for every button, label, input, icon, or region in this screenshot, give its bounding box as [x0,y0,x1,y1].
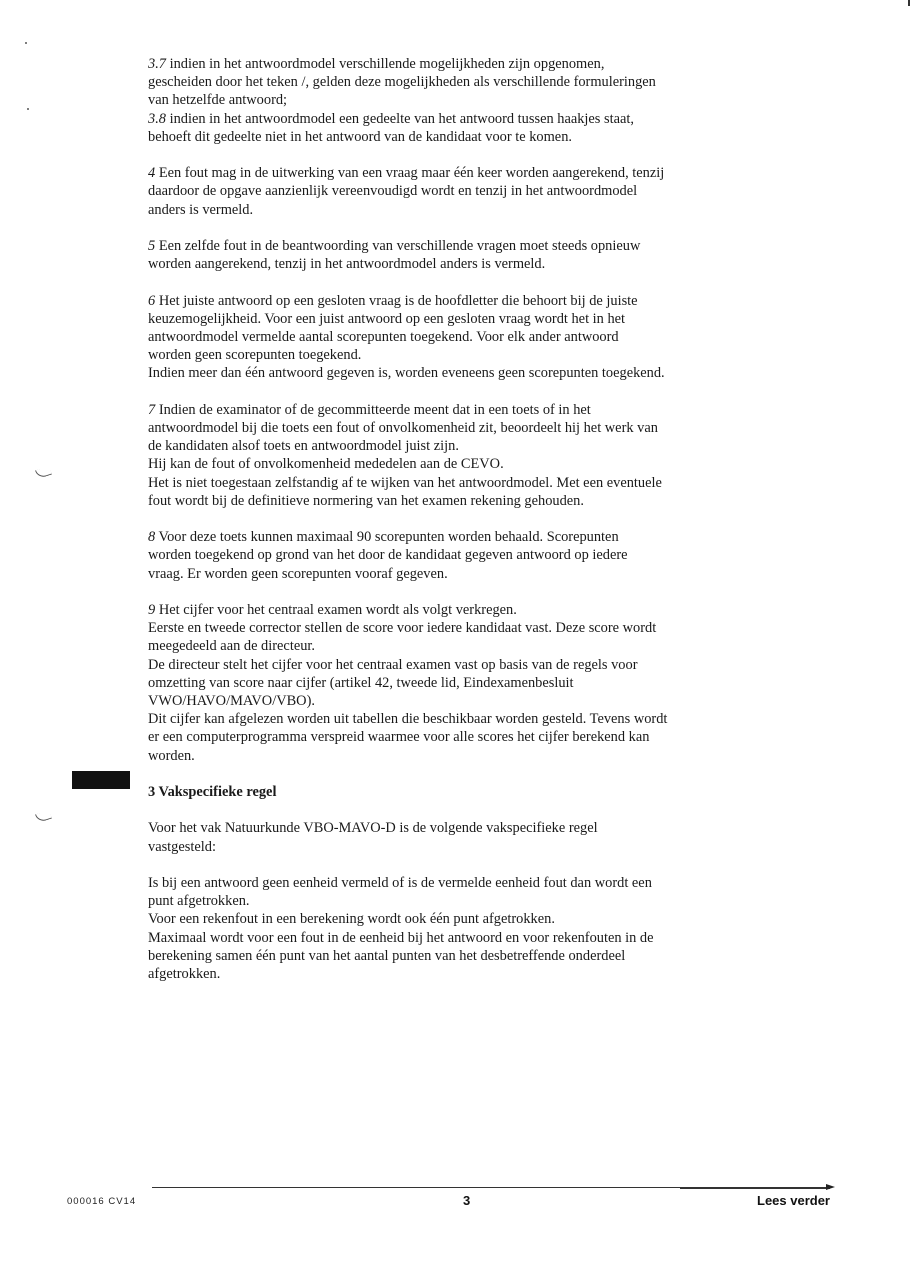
rule-line [148,528,763,546]
rule-line: van hetzelfde antwoord; [148,92,288,109]
rule-4 [148,164,763,219]
rule-7 [148,401,763,510]
rule-5 [148,237,763,273]
rule-line: vraag. Er worden geen scorepunten vooraf gegeven. [148,565,448,582]
rule-line: worden geen scorepunten toegekend. [148,347,362,364]
scan-mark [35,466,52,479]
body-line: Voor een rekenfout in een berekening wordt ook één punt afgetrokken. [148,911,555,928]
arrow-right-icon [826,1184,835,1190]
rule-line: worden toegekend op grond van het door de kandidaat gegeven antwoord op iedere [148,547,628,564]
rule-line: daardoor de opgave aanzienlijk vereenvoudigd wordt en tenzij in het antwoordmodel [148,183,638,200]
body-line: afgetrokken. [148,966,221,983]
section-marker-block [72,771,130,789]
rule-number: 3.7 [148,56,166,72]
rule-line: meegedeeld aan de directeur. [148,638,315,655]
rule-8 [148,528,763,583]
section-intro [148,819,763,855]
rule-line: er een computerprogramma verspreid waarmee voor alle scores het cijfer berekend kan [148,729,650,746]
rule-line: Eerste en tweede corrector stellen de score voor iedere kandidaat vast. Deze score wordt [148,620,657,637]
rule-line [148,164,763,182]
intro-line: Voor het vak Natuurkunde VBO-MAVO-D is de volgende vakspecifieke regel [148,820,598,837]
rule-text: indien in het antwoordmodel verschillende mogelijkheden zijn opgenomen, [169,56,605,72]
rule-line [148,55,763,73]
section-body [148,874,763,983]
footer-code: 000016 CV14 [67,1196,137,1207]
intro-line: vastgesteld: [148,838,216,855]
scan-speck [25,42,27,44]
body-line: Is bij een antwoord geen eenheid vermeld of is de vermelde eenheid fout dan wordt een [148,875,652,891]
rule-text: Het juiste antwoord op een gesloten vraag is de hoofdletter die behoort bij de juiste [158,292,638,309]
rule-line: anders is vermeld. [148,201,254,218]
rule-line [148,292,763,310]
document-body [148,55,763,1001]
rule-line: antwoordmodel bij die toets een fout of onvolkomenheid zit, beoordeelt hij het werk van [148,420,658,436]
rule-line: Het is niet toegestaan zelfstandig af te wijken van het antwoordmodel. Met een eventuele [148,474,662,491]
rule-line: fout wordt bij de definitieve normering van het examen rekening gehouden. [148,492,584,509]
rule-line: Indien meer dan één antwoord gegeven is, worden eveneens geen scorepunten toegekend. [148,365,665,382]
rule-text: Een fout mag in de uitwerking van een vraag maar één keer worden aangerekend, tenzij [158,165,665,182]
body-line: Maximaal wordt voor een fout in de eenheid bij het antwoord en voor rekenfouten in de [148,929,654,946]
scan-speck [27,108,29,110]
rule-number: 4 [148,165,156,182]
page-number: 3 [463,1193,471,1208]
rule-line: worden aangerekend, tenzij in het antwoordmodel anders is vermeld. [148,256,546,273]
rule-line: omzetting van score naar cijfer (artikel 42, tweede lid, Eindexamenbesluit [148,674,574,691]
rule-line [148,401,763,419]
body-line: punt afgetrokken. [148,893,250,910]
rule-line [148,110,763,128]
rule-number: 5 [148,238,156,254]
rule-line: Dit cijfer kan afgelezen worden uit tabellen die beschikbaar worden gesteld. Tevens wordt [148,711,668,728]
rule-number: 7 [148,401,156,418]
rule-text: indien in het antwoordmodel een gedeelte van het antwoord tussen haakjes staat, [169,110,634,127]
rule-line [148,237,763,255]
rule-text: Een zelfde fout in de beantwoording van verschillende vragen moet steeds opnieuw [158,238,641,254]
rule-line: VWO/HAVO/MAVO/VBO). [148,693,315,710]
rule-line: De directeur stelt het cijfer voor het centraal examen vast op basis van de regels voor [148,656,638,673]
rule-line: gescheiden door het teken /, gelden deze mogelijkheden als verschillende formuleringen [148,74,656,91]
rule-number: 3.8 [148,110,166,127]
section-heading: 3 Vakspecifieke regel [148,784,277,801]
rule-number: 6 [148,292,156,309]
rule-6 [148,292,763,383]
rule-text: Indien de examinator of de gecommitteerde meent dat in een toets of in het [158,401,591,418]
scan-mark [35,810,52,823]
rule-line: antwoordmodel vermelde aantal scorepunten toegekend. Voor elk ander antwoord [148,329,619,345]
rule-3-7-3-8 [148,55,763,146]
rule-number: 9 [148,602,156,618]
rule-line: Hij kan de fout of onvolkomenheid mededelen aan de CEVO. [148,456,504,473]
rule-line: keuzemogelijkheid. Voor een juist antwoord op een gesloten vraag wordt het in het [148,310,626,327]
rule-text: Het cijfer voor het centraal examen wordt als volgt verkregen. [158,602,517,618]
continue-label: Lees verder [757,1193,830,1208]
footer-arrow-shaft [680,1188,830,1189]
rule-9 [148,601,763,765]
rule-text: Voor deze toets kunnen maximaal 90 scorepunten worden behaald. Scorepunten [158,529,619,546]
rule-line: worden. [148,747,195,764]
rule-line [148,601,763,619]
rule-line: behoeft dit gedeelte niet in het antwoord van de kandidaat voor te komen. [148,128,572,145]
rule-line: de kandidaten alsof toets en antwoordmodel juist zijn. [148,438,459,455]
body-line: berekening samen één punt van het aantal punten van het desbetreffende onderdeel [148,947,626,964]
rule-number: 8 [148,529,156,546]
